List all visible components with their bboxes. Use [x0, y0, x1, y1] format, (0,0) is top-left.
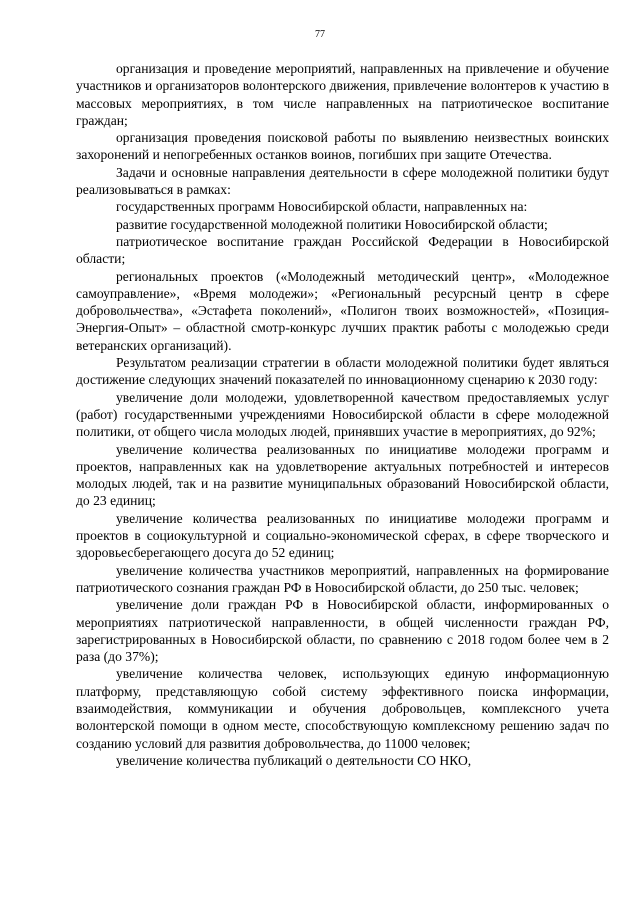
paragraph: развитие государственной молодежной политики Новосибирской области;	[116, 216, 548, 232]
paragraph: Результатом реализации стратегии в области молодежной политики будет являться достижение следующих значений показателей по инновационному сценарию к 2030 году:	[76, 355, 609, 388]
paragraph: организация и проведение мероприятий, направленных на привлечение и обучение участников и организаторов волонтерского движения, привлечение волонтеров к участию в массовых мероприятиях, в том числе направленных на патриотическое воспитание граждан;	[76, 61, 609, 128]
paragraph: Задачи и основные направления деятельности в сфере молодежной политики будут реализовываться в рамках:	[76, 164, 609, 198]
paragraph: увеличение количества реализованных по инициативе молодежи программ и проектов в социокультурной и социально-экономической сферах, в сфере творческого и здоровьесберегающего досуга до 52 единиц;	[76, 510, 609, 561]
document-body	[76, 60, 609, 769]
paragraph: увеличение количества реализованных по инициативе молодежи программ и проектов, направленных как на удовлетворение актуальных потребностей и интересов молодых людей, так и на развитие муниципальных образований Новосибирской области, до 23 единиц;	[76, 441, 609, 509]
paragraph: увеличение доли молодежи, удовлетворенной качеством предоставляемых услуг (работ) государственными учреждениями Новосибирской области в сфере молодежной политики, от общего числа молодых людей, принявших участие в мероприятиях, до 92%;	[76, 389, 609, 440]
paragraph: увеличение количества человек, использующих единую информационную платформу, представляющую собой систему эффективного поиска информации, взаимодействия, коммуникации и обучения добровольцев, комплексного учета волонтерской помощи в одном месте, способствующую комплексному решению задач по созданию условий для развития добровольчества, до 11000 человек;	[76, 666, 609, 751]
paragraph: организация проведения поисковой работы по выявлению неизвестных воинских захоронений и непогребенных останков воинов, погибших при защите Отечества.	[76, 130, 609, 163]
paragraph: патриотическое воспитание граждан Российской Федерации в Новосибирской области;	[76, 233, 609, 267]
page-number: 77	[315, 29, 325, 40]
paragraph: увеличение количества публикаций о деятельности СО НКО,	[116, 752, 472, 768]
paragraph: государственных программ Новосибирской области, направленных на:	[116, 199, 528, 215]
paragraph: увеличение доли граждан РФ в Новосибирской области, информированных о мероприятиях патриотической направленности, в общей численности граждан РФ, зарегистрированных в Новосибирской области, по сравнению с 2018 годом более чем в 2 раза (до 37%);	[76, 597, 609, 665]
paragraph: увеличение количества участников мероприятий, направленных на формирование патриотического сознания граждан РФ в Новосибирской области, до 250 тыс. человек;	[76, 562, 609, 595]
paragraph: региональных проектов («Молодежный методический центр», «Молодежное самоуправление», «Время молодежи»; «Региональный ресурсный центр в сфере добровольчества», «Эстафета поколений», «Полигон твоих возможностей», «Позиция-Энергия-Опыт» – областной смотр-конкурс лучших практик работы с молодежью среди ветеранских организаций).	[76, 268, 609, 353]
